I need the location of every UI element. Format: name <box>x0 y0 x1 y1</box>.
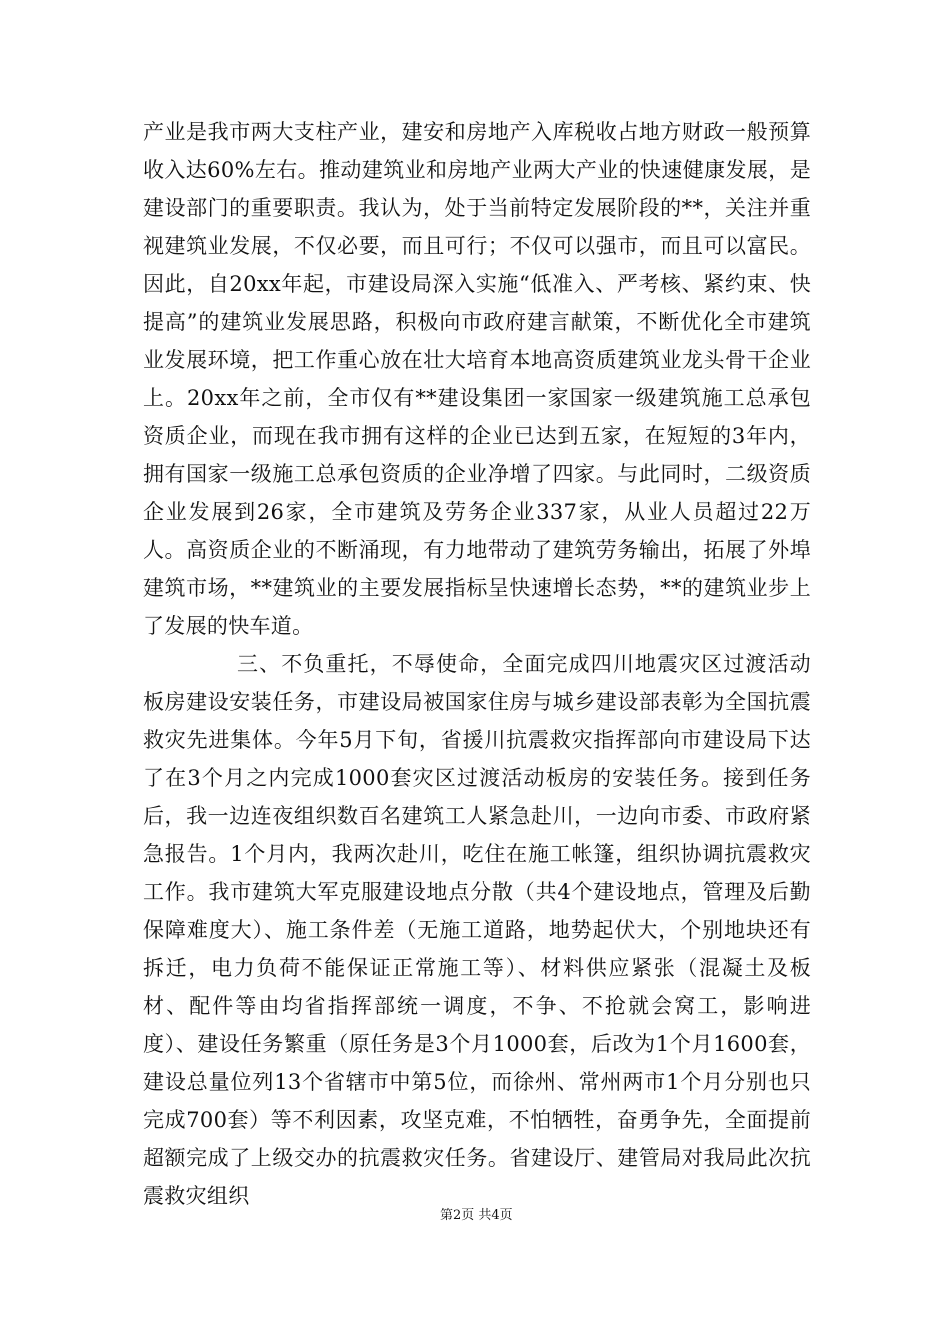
paragraph-earthquake-relief: 三、不负重托，不辱使命，全面完成四川地震灾区过渡活动板房建设安装任务，市建设局被国家住房与城乡建设部表彰为全国抗震救灾先进集体。今年5月下旬，省援川抗震救灾指挥部向市建设局下达了在3个月之内完成1000套灾区过渡活动板房的安装任务。接到任务后，我一边连夜组织数百名建筑工人紧急赴川，一边向市委、市政府紧急报告。1个月内，我两次赴川，吃住在施工帐篷，组织协调抗震救灾工作。我市建筑大军克服建设地点分散（共4个建设地点，管理及后勤保障难度大）、施工条件差（无施工道路，地势起伏大，个别地块还有拆迁，电力负荷不能保证正常施工等）、材料供应紧张（混凝土及板材、配件等由均省指挥部统一调度，不争、不抢就会窝工，影响进度）、建设任务繁重（原任务是3个月1000套，后改为1个月1600套，建设总量位列13个省辖市中第5位，而徐州、常州两市1个月分别也只完成700套）等不利因素，攻坚克难，不怕牺牲，奋勇争先，全面提前超额完成了上级交办的抗震救灾任务。省建设厅、建管局对我局此次抗震救灾组织 <box>143 652 811 1208</box>
document-body <box>143 113 811 1215</box>
paragraph-construction-industry: 产业是我市两大支柱产业，建安和房地产入库税收占地方财政一般预算收入达60%左右。推动建筑业和房地产业两大产业的快速健康发展，是建设部门的重要职责。我认为，处于当前特定发展阶段的**，关注并重视建筑业发展，不仅必要，而且可行；不仅可以强市，而且可以富民。因此，自20xx年起，市建设局深入实施“低准入、严考核、紧约束、快提高”的建筑业发展思路，积极向市政府建言献策，不断优化全市建筑业发展环境，把工作重心放在壮大培育本地高资质建筑业龙头骨干企业上。20xx年之前，全市仅有**建设集团一家国家一级建筑施工总承包资质企业，而现在我市拥有这样的企业已达到五家，在短短的3年内，拥有国家一级施工总承包资质的企业净增了四家。与此同时，二级资质企业发展到26家，全市建筑及劳务企业337家，从业人员超过22万人。高资质企业的不断涌现，有力地带动了建筑劳务输出，拓展了外埠建筑市场，**建筑业的主要发展指标呈快速增长态势，**的建筑业步上了发展的快车道。 <box>143 120 811 638</box>
page-number-footer: 第2页 共4页 <box>440 1208 513 1223</box>
